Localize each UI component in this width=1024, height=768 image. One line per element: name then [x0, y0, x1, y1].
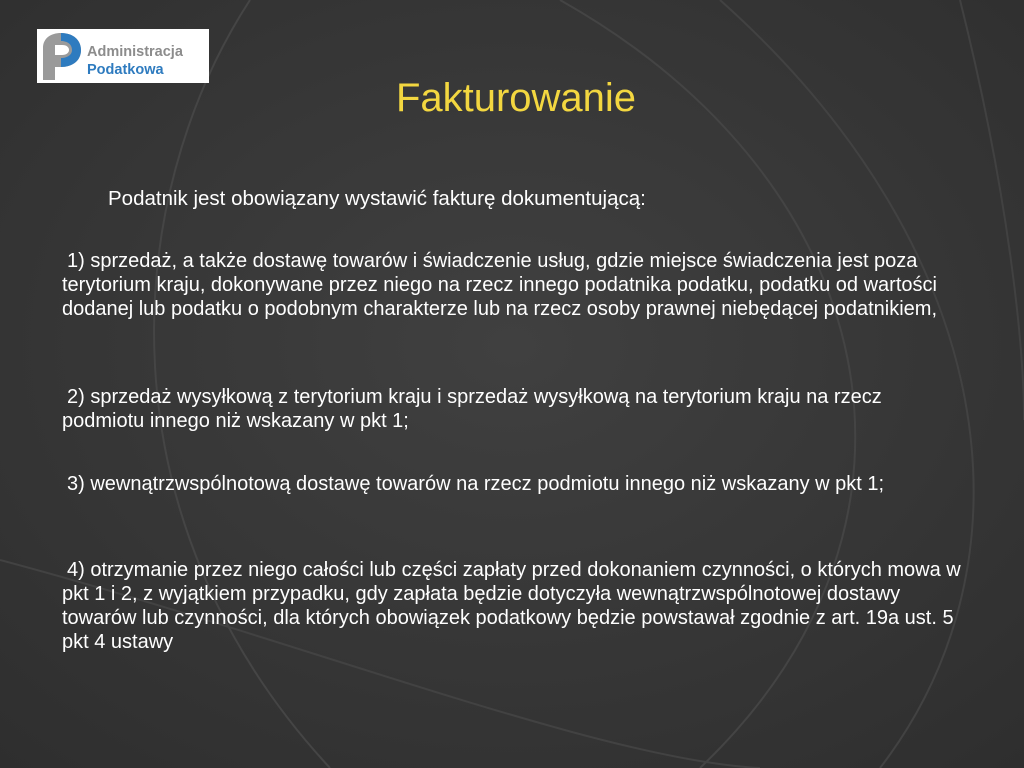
logo-line-podatkowa: Podatkowa: [87, 62, 164, 78]
slide-title: Fakturowanie: [395, 76, 637, 120]
logo-line-administracja: Administracja: [87, 44, 183, 60]
intro-text: Podatnik jest obowiązany wystawić fakturę dokumentującą:: [108, 187, 646, 210]
list-item-3: 3) wewnątrzwspólnotową dostawę towarów na rzecz podmiotu innego niż wskazany w pkt 1;: [67, 473, 885, 495]
list-item-1: 1) sprzedaż, a także dostawę towarów i świadczenie usług, gdzie miejsce świadczenia jest poza terytorium kraju, dokonywane przez niego na rzecz innego podatnika podatku, podatku od wartości dodanej lub podatku o podobnym charakterze lub na rzecz osoby prawnej niebędącej podatnikiem,: [62, 250, 938, 320]
list-item-2: 2) sprzedaż wysyłkową z terytorium kraju i sprzedaż wysyłkową na terytorium kraju na rzecz podmiotu innego niż wskazany w pkt 1;: [62, 386, 882, 432]
list-item-4: 4) otrzymanie przez niego całości lub części zapłaty przed dokonaniem czynności, o których mowa w pkt 1 i 2, z wyjątkiem przypadku, gdy zapłata będzie dotyczyła wewnątrzwspólnotowej dostawy towarów lub czynności, dla których obowiązek podatkowy będzie powstawał zgodnie z art. 19a ust. 5 pkt 4 ustawy: [62, 559, 961, 653]
